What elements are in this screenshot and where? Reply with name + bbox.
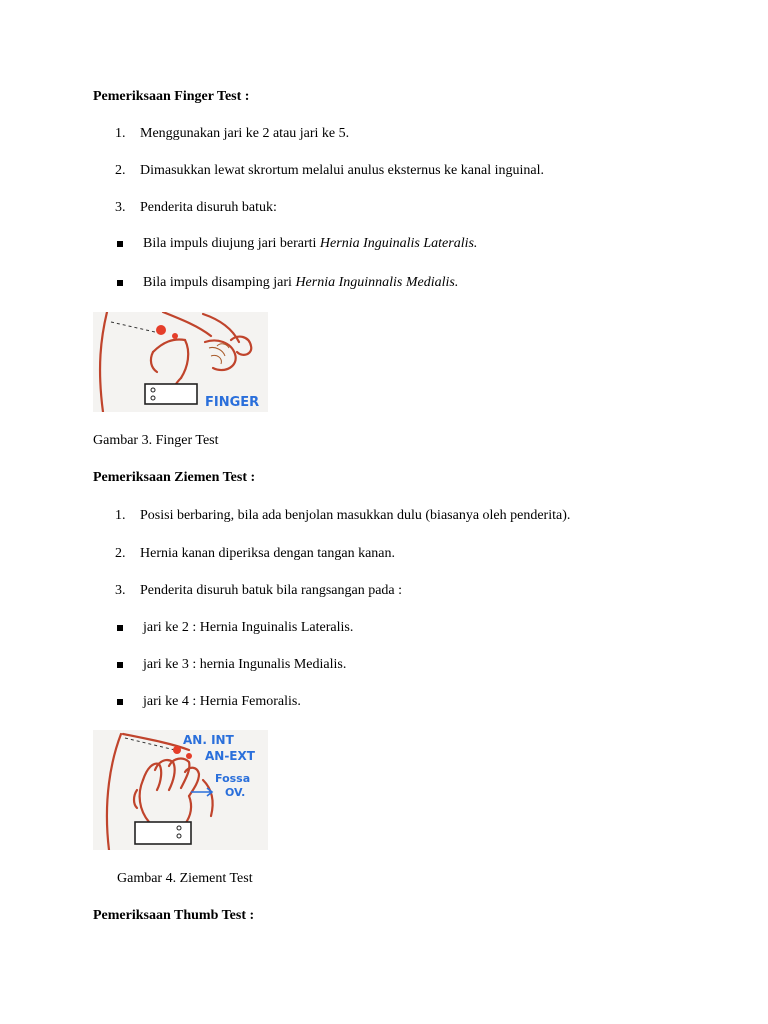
ziemen-test-heading: Pemeriksaan Ziemen Test : — [93, 470, 256, 485]
ziemen-step-3-number: 3. — [115, 583, 126, 598]
finger-bullet-1-text: Bila impuls diujung jari berarti — [143, 236, 320, 251]
ziemen-bullet-1: jari ke 2 : Hernia Inguinalis Lateralis. — [143, 620, 354, 635]
bullet-marker — [117, 699, 123, 705]
bullet-marker — [117, 662, 123, 668]
ziemen-step-2-number: 2. — [115, 546, 126, 561]
finger-step-1-text: Menggunakan jari ke 2 atau jari ke 5. — [140, 126, 350, 141]
ziemen-test-illustration — [93, 730, 268, 850]
finger-bullet-2-term: Hernia Inguinnalis Medialis. — [295, 275, 459, 290]
finger-step-3-number: 3. — [115, 200, 126, 215]
label-fossa: Fossa — [215, 772, 251, 785]
finger-step-3-text: Penderita disuruh batuk: — [140, 200, 277, 215]
finger-step-1-number: 1. — [115, 126, 126, 141]
ziemen-step-1-number: 1. — [115, 508, 126, 523]
ziemen-bullet-2: jari ke 3 : hernia Ingunalis Medialis. — [143, 657, 347, 672]
bullet-marker — [117, 625, 123, 631]
label-an-int: AN. INT — [183, 733, 234, 747]
finger-bullet-2 — [143, 275, 458, 291]
ziemen-step-2-text: Hernia kanan diperiksa dengan tangan kanan. — [140, 546, 396, 561]
ziemen-test-figure — [93, 730, 268, 850]
finger-bullet-1 — [143, 236, 477, 252]
finger-figure-label: FINGER — [205, 395, 260, 410]
ziemen-step-1-text: Posisi berbaring, bila ada benjolan masukkan dulu (biasanya oleh penderita). — [140, 508, 571, 523]
finger-test-heading: Pemeriksaan Finger Test : — [93, 89, 250, 104]
figure-3-caption: Gambar 3. Finger Test — [93, 433, 219, 448]
ziemen-bullet-3: jari ke 4 : Hernia Femoralis. — [143, 694, 301, 709]
bullet-marker — [117, 241, 123, 247]
figure-4-caption: Gambar 4. Ziement Test — [117, 871, 253, 886]
ziemen-step-3-text: Penderita disuruh batuk bila rangsangan pada : — [140, 583, 403, 598]
label-an-ext: AN-EXT — [205, 749, 255, 763]
finger-test-figure — [93, 312, 268, 412]
bullet-marker — [117, 280, 123, 286]
finger-test-illustration — [93, 312, 268, 412]
label-ov: OV. — [225, 786, 246, 799]
thumb-test-heading: Pemeriksaan Thumb Test : — [93, 908, 255, 923]
finger-step-2-text: Dimasukkan lewat skrortum melalui anulus eksternus ke kanal inguinal. — [140, 163, 544, 178]
finger-step-2-number: 2. — [115, 163, 126, 178]
finger-bullet-1-term: Hernia Inguinalis Lateralis. — [319, 236, 478, 251]
finger-bullet-2-text: Bila impuls disamping jari — [143, 275, 296, 290]
